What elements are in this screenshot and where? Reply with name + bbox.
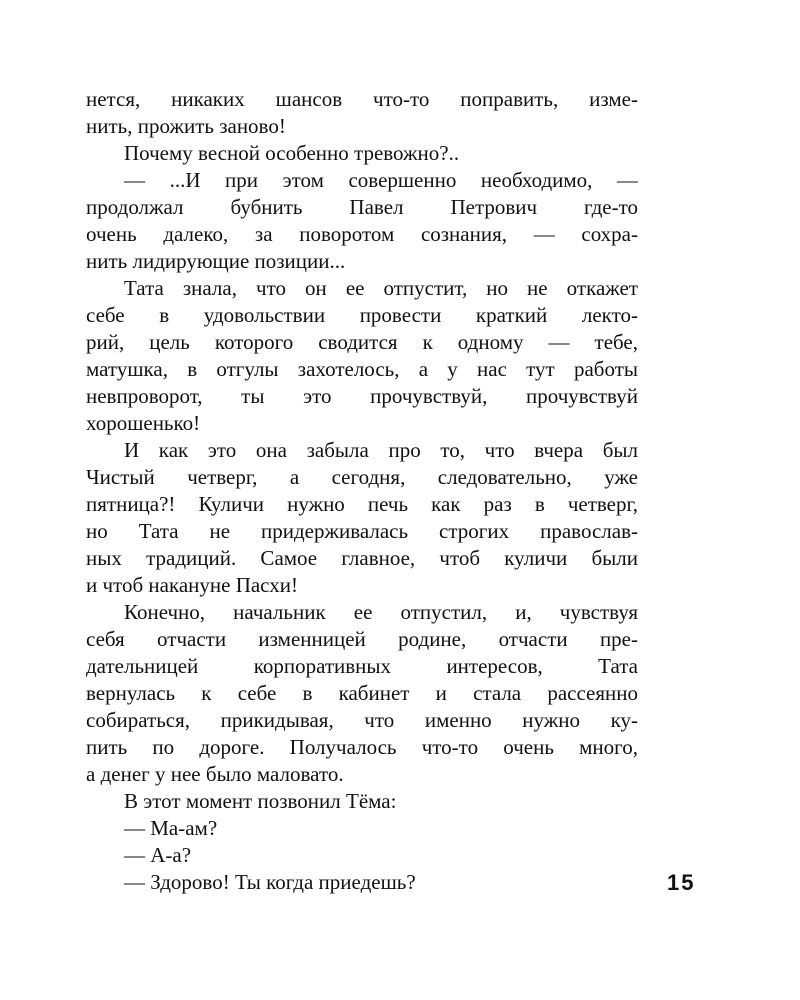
text-line: — А-а? <box>124 843 192 867</box>
text-line: матушка, в отгулы захотелось, а у нас тут работы <box>86 357 638 381</box>
text-line: — Ма-ам? <box>124 816 218 840</box>
text-line: а денег у нее было маловато. <box>86 762 344 786</box>
text-line: — ...И при этом совершенно необходимо, — <box>124 168 638 192</box>
text-line: невпроворот, ты это прочувствуй, прочувствуй <box>86 384 638 408</box>
text-line: ных традиций. Самое главное, чтоб куличи были <box>86 546 638 570</box>
text-line: Чистый четверг, а сегодня, следовательно, уже <box>86 465 638 489</box>
text-line: В этот момент позвонил Тёма: <box>124 789 397 813</box>
text-line: пить по дороге. Получалось что-то очень много, <box>86 735 638 759</box>
page-number: 15 <box>667 870 696 895</box>
page-text <box>86 86 638 896</box>
text-line: дательницей корпоративных интересов, Тата <box>86 654 638 678</box>
text-line: очень далеко, за поворотом сознания, — сохра- <box>86 222 638 246</box>
text-line: Конечно, начальник ее отпустил, и, чувствуя <box>124 600 638 624</box>
text-line: нется, никаких шансов что-то поправить, изме- <box>86 87 638 111</box>
text-line: вернулась к себе в кабинет и стала рассеянно <box>86 681 638 705</box>
text-line: И как это она забыла про то, что вчера был <box>124 438 638 462</box>
text-line: и чтоб накануне Пасхи! <box>86 573 298 597</box>
text-line: рий, цель которого сводится к одному — тебе, <box>86 330 638 354</box>
text-line: Тата знала, что он ее отпустит, но не откажет <box>124 276 638 300</box>
text-line: пятница?! Куличи нужно печь как раз в четверг, <box>86 492 638 516</box>
text-line: продолжал бубнить Павел Петрович где-то <box>86 195 638 219</box>
text-line: Почему весной особенно тревожно?.. <box>124 141 460 165</box>
text-line: хорошенько! <box>86 411 201 435</box>
text-line: нить, прожить заново! <box>86 114 286 138</box>
text-line: нить лидирующие позиции... <box>86 249 346 273</box>
text-line: — Здорово! Ты когда приедешь? <box>124 870 416 894</box>
text-line: собираться, прикидывая, что именно нужно ку- <box>86 708 638 732</box>
text-line: себе в удовольствии провести краткий лекто- <box>86 303 638 327</box>
text-line: себя отчасти изменницей родине, отчасти пре- <box>86 627 638 651</box>
text-line: но Тата не придерживалась строгих православ- <box>86 519 638 543</box>
